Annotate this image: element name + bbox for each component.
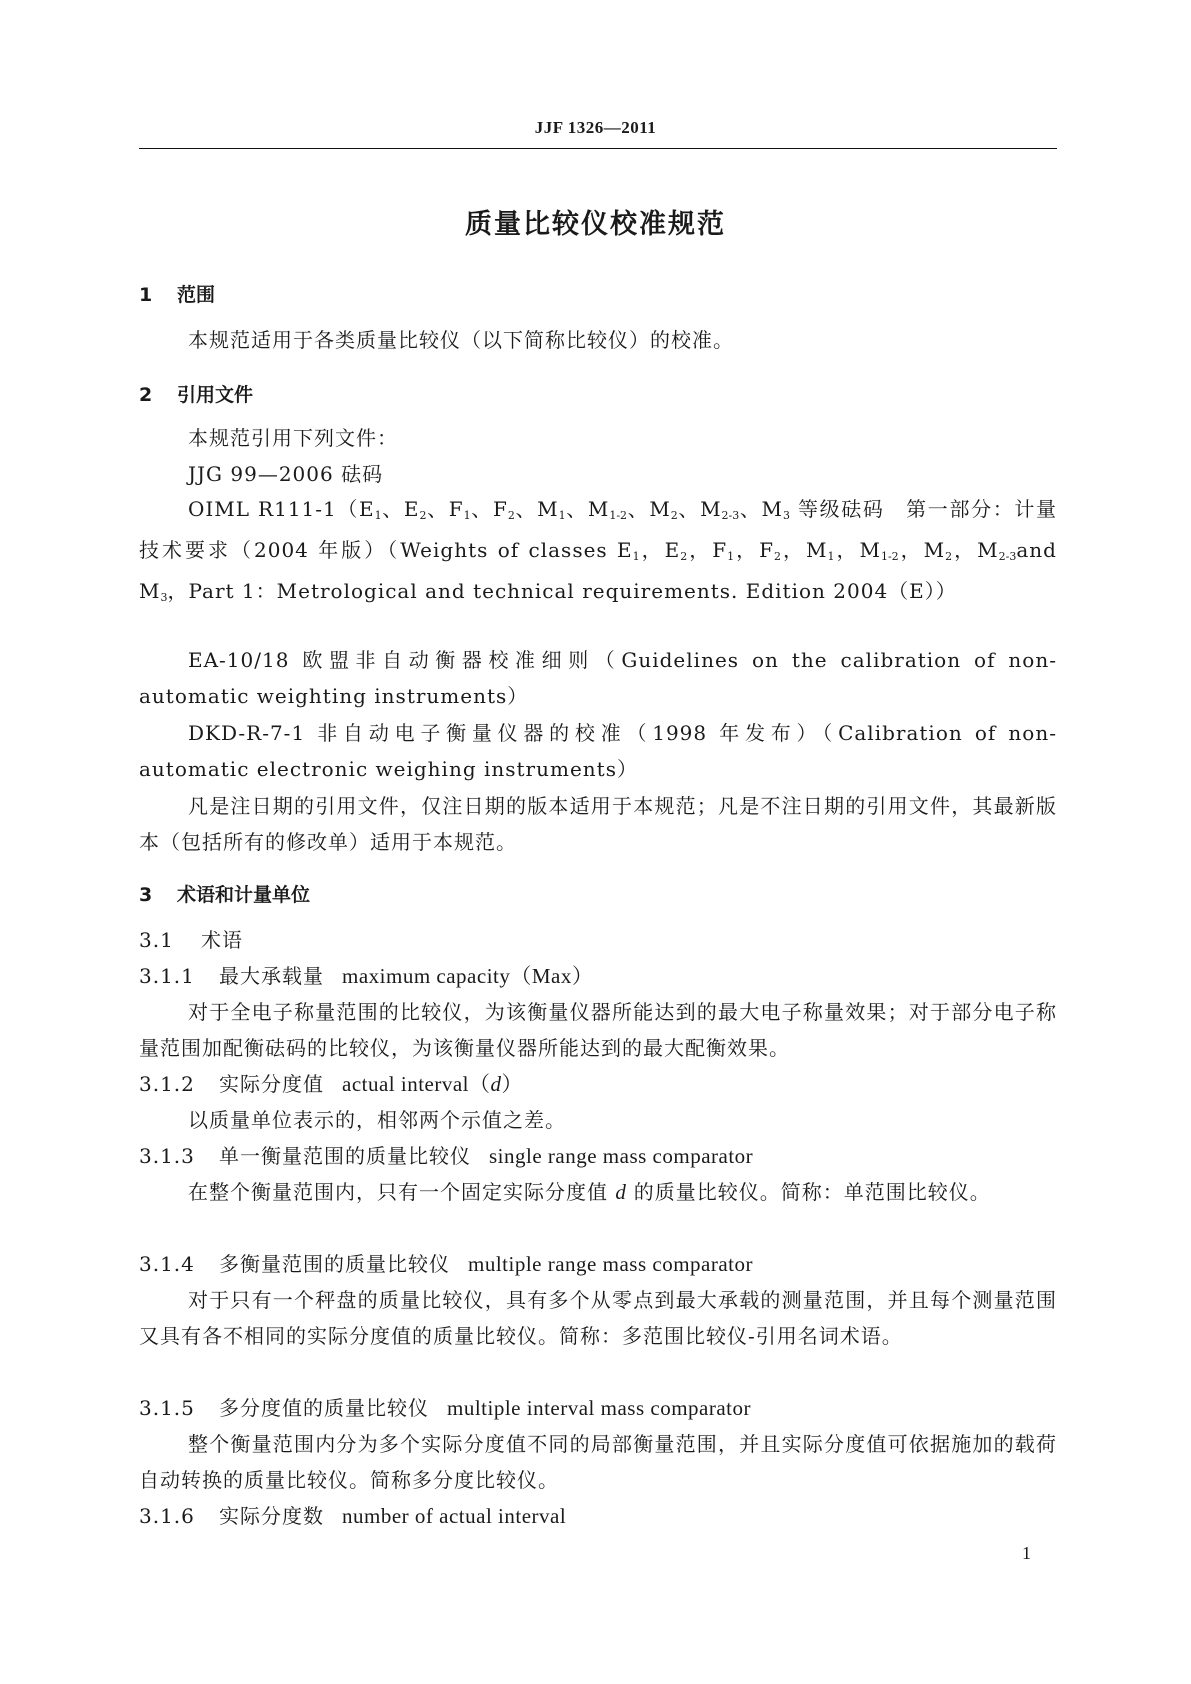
- term-en: single range mass comparator: [489, 1144, 754, 1168]
- term-cn: 单一衡量范围的质量比较仪: [219, 1144, 471, 1168]
- term-3-1-4: [139, 1246, 753, 1282]
- clause-number: 3.1.3: [139, 1144, 195, 1168]
- references-intro: 本规范引用下列文件：: [188, 426, 398, 450]
- section-title: 引用文件: [177, 384, 254, 406]
- reference-dkd-r-7-1: DKD-R-7-1 非自动电子衡量仪器的校准（1998 年发布）（Calibration of non-automatic electronic weighing instruments）: [139, 721, 1057, 781]
- definition-3-1-3: 在整个衡量范围内，只有一个固定实际分度值 d 的质量比较仪。简称：单范围比较仪。: [188, 1180, 991, 1204]
- section-1-heading: [139, 280, 215, 307]
- term-cn: 实际分度值: [219, 1072, 324, 1096]
- term-en: actual interval（d）: [342, 1072, 524, 1096]
- header-rule: [139, 148, 1057, 149]
- standard-code-header: JJF 1326—2011: [534, 118, 657, 137]
- term-3-1-3: [139, 1138, 753, 1174]
- page-number: 1: [1022, 1543, 1031, 1563]
- term-en: number of actual interval: [342, 1504, 567, 1528]
- subsection-3-1: [139, 922, 243, 958]
- section-3-heading: [139, 880, 310, 907]
- definition-3-1-2: 以质量单位表示的，相邻两个示值之差。: [188, 1108, 566, 1132]
- term-en: multiple range mass comparator: [468, 1252, 753, 1276]
- section-number: 3: [139, 884, 153, 906]
- clause-number: 3.1.1: [139, 964, 195, 988]
- term-en: maximum capacity（Max）: [342, 964, 594, 988]
- section-title: 术语和计量单位: [177, 884, 311, 906]
- term-en: multiple interval mass comparator: [447, 1396, 751, 1420]
- clause-number: 3.1.4: [139, 1252, 195, 1276]
- term-3-1-5: [139, 1390, 751, 1426]
- section-number: 2: [139, 384, 153, 406]
- definition-3-1-1: 对于全电子称量范围的比较仪，为该衡量仪器所能达到的最大电子称量效果；对于部分电子称量范围加配衡砝码的比较仪，为该衡量仪器所能达到的最大配衡效果。: [139, 1000, 1057, 1060]
- reference-jjg99: JJG 99—2006 砝码: [188, 462, 384, 486]
- clause-number: 3.1.5: [139, 1396, 195, 1420]
- document-title: 质量比较仪校准规范: [465, 209, 726, 240]
- term-cn: 多分度值的质量比较仪: [219, 1396, 429, 1420]
- reference-oiml: OIML $R111-1(E_1$、$E_2$、$F_1$、$F_2$、$M_1$、$M_{1-2}$、$M_2$、$M_{2-3}$、$M_3$ 等级砝码 第一部分：计量技术要求（2004 年版）（Weights of classes $E_1$，$E_2$，$F_1$，$F_2$，$M_1$，$M_{1-2}$，$M_2$，$M_{2-3}and$ $M_3$，Part 1：Metrological and technical requirements. Edition 2004（E））: [139, 497, 1057, 604]
- term-3-1-2: [139, 1066, 523, 1102]
- section-number: 1: [139, 284, 153, 306]
- clause-number: 3.1.6: [139, 1504, 195, 1528]
- term-3-1-1: [139, 958, 593, 994]
- term-3-1-6: [139, 1498, 566, 1534]
- clause-title: 术语: [201, 928, 243, 952]
- term-cn: 多衡量范围的质量比较仪: [219, 1252, 450, 1276]
- reference-ea-10-18: EA-10/18 欧盟非自动衡器校准细则（Guidelines on the calibration of non-automatic weighting instruments）: [139, 648, 1057, 708]
- clause-number: 3.1: [139, 928, 174, 952]
- section-title: 范围: [177, 284, 216, 306]
- term-cn: 最大承载量: [219, 964, 324, 988]
- section-1-text: 本规范适用于各类质量比较仪（以下简称比较仪）的校准。: [188, 328, 734, 352]
- references-note: 凡是注日期的引用文件，仅注日期的版本适用于本规范；凡是不注日期的引用文件，其最新版本（包括所有的修改单）适用于本规范。: [139, 794, 1057, 854]
- definition-3-1-4: 对于只有一个秤盘的质量比较仪，具有多个从零点到最大承载的测量范围，并且每个测量范围又具有各不相同的实际分度值的质量比较仪。简称：多范围比较仪-引用名词术语。: [139, 1288, 1057, 1348]
- definition-3-1-5: 整个衡量范围内分为多个实际分度值不同的局部衡量范围，并且实际分度值可依据施加的载荷自动转换的质量比较仪。简称多分度比较仪。: [139, 1432, 1057, 1492]
- term-cn: 实际分度数: [219, 1504, 324, 1528]
- clause-number: 3.1.2: [139, 1072, 195, 1096]
- section-2-heading: [139, 380, 253, 407]
